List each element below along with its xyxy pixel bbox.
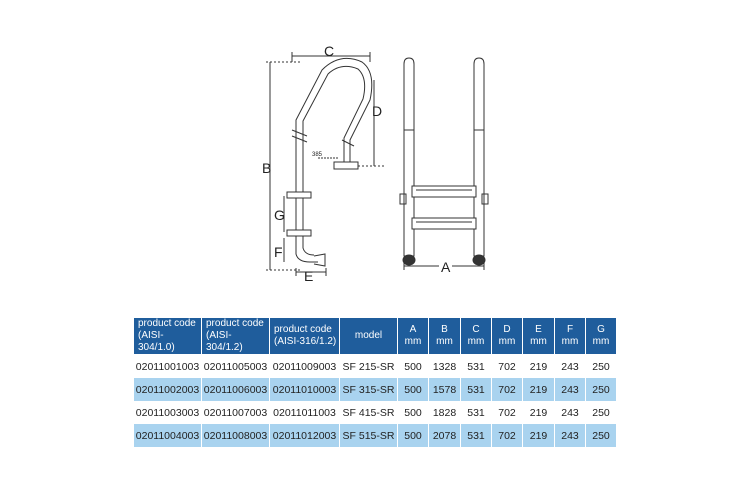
cell-a: 500 bbox=[398, 401, 429, 424]
header-product-code-316-1-2: product code (AISI-316/1.2) bbox=[270, 318, 340, 355]
cell-c: 531 bbox=[461, 401, 492, 424]
cell-code-304-10: 02011004003 bbox=[134, 424, 202, 447]
cell-a: 500 bbox=[398, 355, 429, 379]
header-g: G mm bbox=[586, 318, 617, 355]
header-product-code-304-1-0: product code (AISI-304/1.0) bbox=[134, 318, 202, 355]
cell-code-304-10: 02011002003 bbox=[134, 378, 202, 401]
cell-b: 1328 bbox=[429, 355, 461, 379]
cell-model: SF 515-SR bbox=[340, 424, 398, 447]
label-c: C bbox=[324, 43, 335, 59]
label-g: G bbox=[274, 207, 285, 223]
cell-g: 250 bbox=[586, 378, 617, 401]
front-view bbox=[400, 58, 488, 270]
cell-c: 531 bbox=[461, 378, 492, 401]
cell-code-304-10: 02011001003 bbox=[134, 355, 202, 379]
table-row bbox=[134, 378, 617, 401]
cell-f: 243 bbox=[555, 378, 586, 401]
header-model: model bbox=[340, 318, 398, 355]
header-product-code-304-1-2: product code (AISI-304/1.2) bbox=[202, 318, 270, 355]
cell-b: 1828 bbox=[429, 401, 461, 424]
cell-code-316-12: 02011010003 bbox=[270, 378, 340, 401]
header-b: B mm bbox=[429, 318, 461, 355]
cell-code-304-12: 02011005003 bbox=[202, 355, 270, 379]
label-385: 385 bbox=[312, 152, 323, 158]
cell-a: 500 bbox=[398, 378, 429, 401]
cell-a: 500 bbox=[398, 424, 429, 447]
cell-d: 702 bbox=[492, 424, 523, 447]
label-a: A bbox=[441, 259, 451, 275]
label-e: E bbox=[304, 268, 314, 284]
table-row bbox=[134, 424, 617, 447]
cell-e: 219 bbox=[523, 378, 555, 401]
table-row bbox=[134, 401, 617, 424]
table-header-row bbox=[134, 318, 617, 355]
cell-f: 243 bbox=[555, 401, 586, 424]
label-d: D bbox=[372, 103, 383, 119]
side-view bbox=[266, 52, 386, 276]
cell-g: 250 bbox=[586, 424, 617, 447]
cell-c: 531 bbox=[461, 424, 492, 447]
cell-code-316-12: 02011009003 bbox=[270, 355, 340, 379]
header-c: C mm bbox=[461, 318, 492, 355]
cell-f: 243 bbox=[555, 424, 586, 447]
cell-b: 1578 bbox=[429, 378, 461, 401]
header-d: D mm bbox=[492, 318, 523, 355]
label-b: B bbox=[262, 160, 272, 176]
cell-code-304-12: 02011006003 bbox=[202, 378, 270, 401]
cell-model: SF 215-SR bbox=[340, 355, 398, 379]
cell-d: 702 bbox=[492, 378, 523, 401]
cell-code-304-12: 02011007003 bbox=[202, 401, 270, 424]
cell-model: SF 315-SR bbox=[340, 378, 398, 401]
label-f: F bbox=[274, 244, 283, 260]
header-a: A mm bbox=[398, 318, 429, 355]
cell-code-304-10: 02011003003 bbox=[134, 401, 202, 424]
header-e: E mm bbox=[523, 318, 555, 355]
cell-code-304-12: 02011008003 bbox=[202, 424, 270, 447]
cell-g: 250 bbox=[586, 355, 617, 379]
cell-code-316-12: 02011012003 bbox=[270, 424, 340, 447]
header-f: F mm bbox=[555, 318, 586, 355]
cell-c: 531 bbox=[461, 355, 492, 379]
cell-e: 219 bbox=[523, 355, 555, 379]
cell-f: 243 bbox=[555, 355, 586, 379]
cell-b: 2078 bbox=[429, 424, 461, 447]
cell-g: 250 bbox=[586, 401, 617, 424]
spec-table bbox=[133, 317, 617, 447]
cell-d: 702 bbox=[492, 401, 523, 424]
cell-e: 219 bbox=[523, 424, 555, 447]
cell-e: 219 bbox=[523, 401, 555, 424]
cell-d: 702 bbox=[492, 355, 523, 379]
cell-code-316-12: 02011011003 bbox=[270, 401, 340, 424]
table-row bbox=[134, 355, 617, 379]
cell-model: SF 415-SR bbox=[340, 401, 398, 424]
